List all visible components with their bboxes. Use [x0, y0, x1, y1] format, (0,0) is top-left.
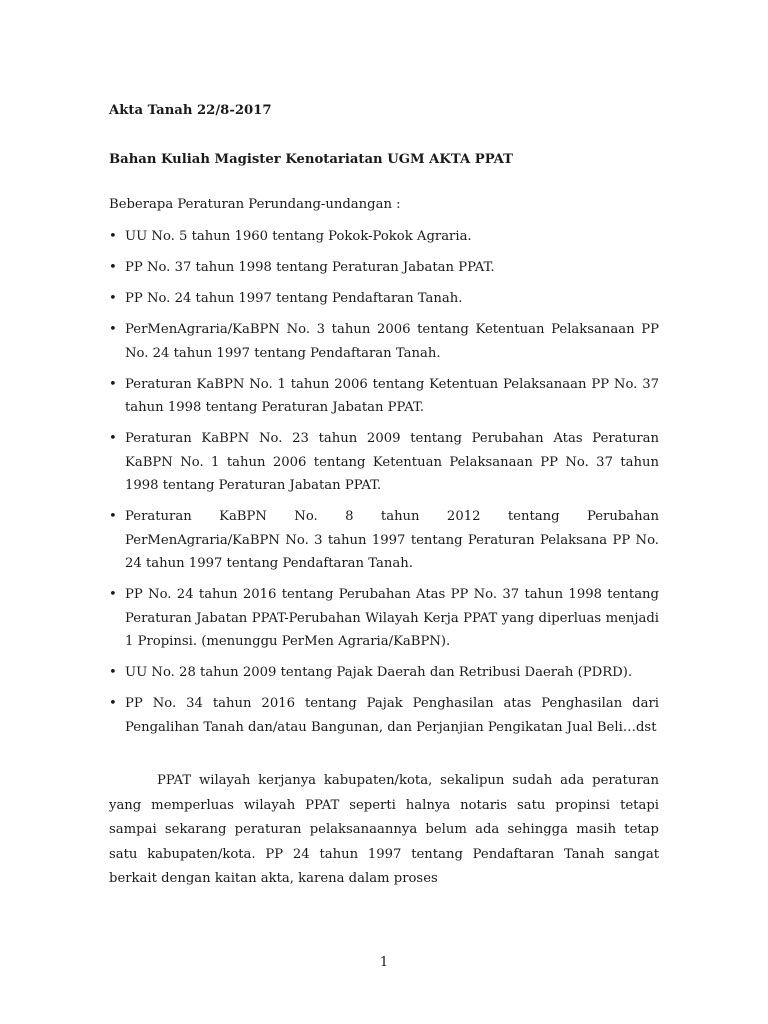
- regulations-intro: Beberapa Peraturan Perundang-undangan :: [109, 197, 401, 212]
- bullet-icon: •: [109, 229, 117, 244]
- list-item: [109, 225, 659, 249]
- document-body: [109, 101, 659, 892]
- list-item-text: PerMenAgraria/KaBPN No. 3 tahun 1997 tentang Peraturan Pelaksana PP No. 24 tahun 1997 tentang Pendaftaran Tanah.: [125, 532, 659, 571]
- list-item: [109, 661, 659, 685]
- list-item: [109, 583, 659, 654]
- body-paragraph: PPAT wilayah kerjanya kabupaten/kota, sekalipun sudah ada peraturan yang memperluas wilayah PPAT seperti halnya notaris satu propinsi tetapi sampai sekarang peraturan pelaksanaannya belum ada sehingga masih tetap satu kabupaten/kota. PP 24 tahun 1997 tentang Pendaftaran Tanah sangat berkait dengan kaitan akta, karena dalam proses: [109, 773, 659, 886]
- list-item: [109, 505, 659, 576]
- list-item: [109, 427, 659, 498]
- bullet-icon: •: [109, 291, 117, 306]
- list-item-text: PerMenAgraria/KaBPN No. 3 tahun 2006 tentang Ketentuan Pelaksanaan PP No. 24 tahun 1997 tentang Pendaftaran Tanah.: [125, 322, 659, 361]
- list-item-text: UU No. 28 tahun 2009 tentang Pajak Daerah dan Retribusi Daerah (PDRD).: [125, 665, 633, 680]
- list-item: [109, 373, 659, 420]
- list-item: [109, 256, 659, 280]
- list-item: [109, 318, 659, 365]
- document-subtitle: Bahan Kuliah Magister Kenotariatan UGM AKTA PPAT: [109, 152, 513, 167]
- bullet-icon: •: [109, 376, 117, 392]
- list-item-text: PP No. 34 tahun 2016 tentang Pajak Penghasilan atas Penghasilan dari Pengalihan Tanah dan/atau Bangunan, dan Perjanjian Pengikatan Jual Beli…dst: [125, 696, 659, 735]
- list-item-text: UU No. 5 tahun 1960 tentang Pokok-Pokok Agraria.: [125, 229, 472, 244]
- list-item-text: PP No. 24 tahun 1997 tentang Pendaftaran Tanah.: [125, 291, 463, 306]
- list-item: [109, 692, 659, 739]
- list-item-first-line: Peraturan KaBPN No. 8 tahun 2012 tentang Perubahan: [125, 509, 659, 524]
- bullet-icon: •: [109, 431, 117, 446]
- list-item-text: PP No. 37 tahun 1998 tentang Peraturan Jabatan PPAT.: [125, 260, 495, 275]
- list-item-text: Peraturan KaBPN No. 23 tahun 2009 tentang Perubahan Atas Peraturan KaBPN No. 1 tahun 2006 tentang Ketentuan Pelaksanaan PP No. 37 tahun 1998 tentang Peraturan Jabatan PPAT.: [125, 431, 659, 493]
- bullet-icon: •: [109, 322, 117, 337]
- bullet-icon: •: [109, 509, 117, 524]
- document-title: Akta Tanah 22/8-2017: [109, 103, 272, 118]
- bullet-icon: •: [109, 665, 117, 680]
- regulations-list: [109, 225, 659, 739]
- bullet-icon: •: [109, 587, 117, 602]
- bullet-icon: •: [109, 260, 117, 275]
- list-item-text: Peraturan KaBPN No. 1 tahun 2006 tentang Ketentuan Pelaksanaan PP No. 37 tahun 1998 tentang Peraturan Jabatan PPAT.: [125, 376, 659, 415]
- bullet-icon: •: [109, 696, 117, 711]
- page-number: 1: [379, 955, 389, 970]
- list-item-text: PP No. 24 tahun 2016 tentang Perubahan Atas PP No. 37 tahun 1998 tentang Peraturan Jabatan PPAT-Perubahan Wilayah Kerja PPAT yang diperluas menjadi 1 Propinsi. (menunggu PerMen Agraria/KaBPN).: [125, 587, 659, 649]
- list-item: [109, 287, 659, 311]
